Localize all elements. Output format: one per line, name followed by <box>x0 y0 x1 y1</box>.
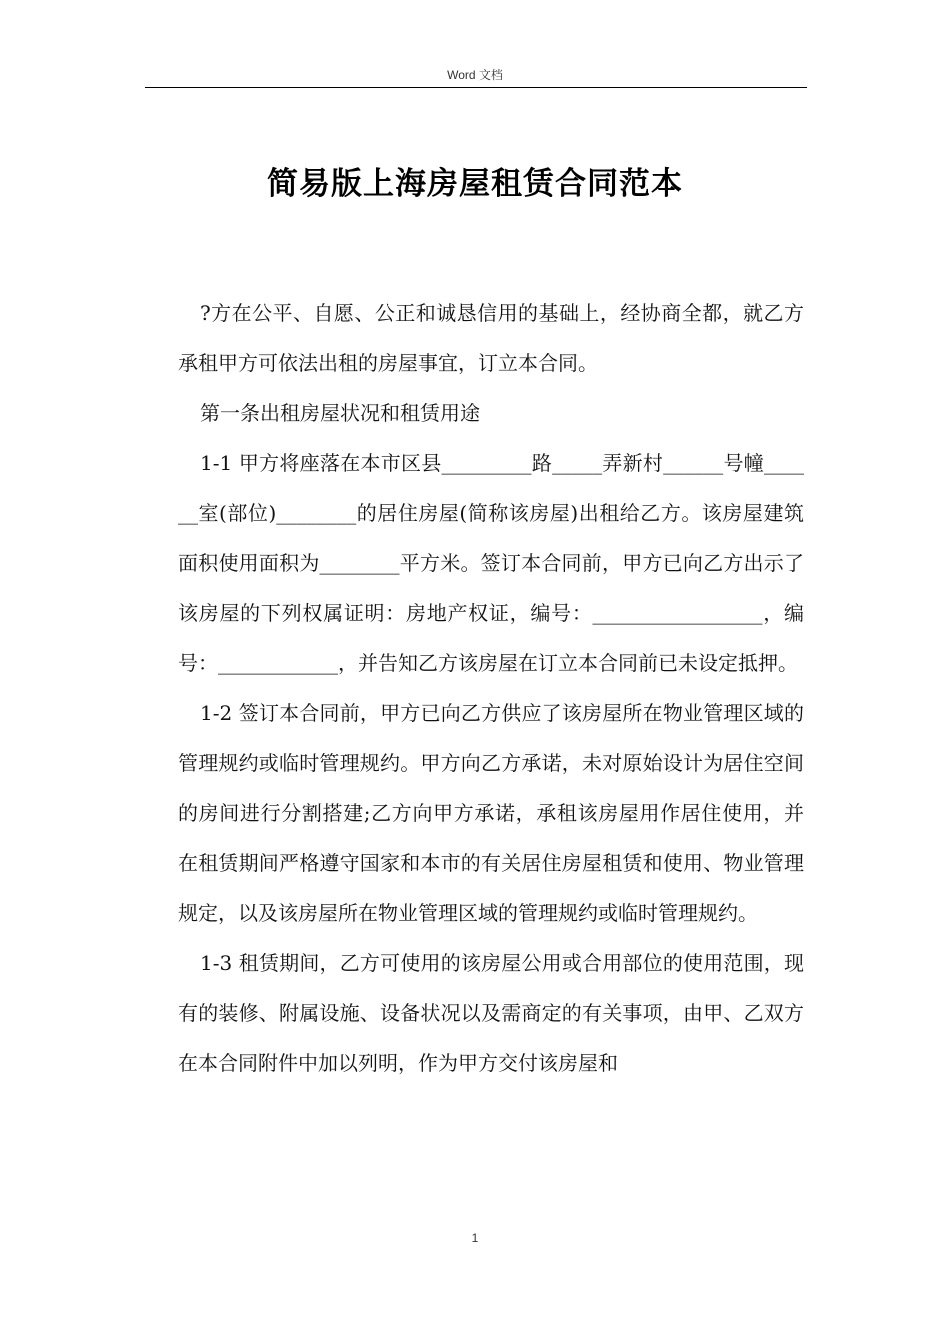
document-body <box>178 288 804 1088</box>
page-header: Word 文档 <box>447 68 503 82</box>
page-number: 1 <box>471 1231 479 1245</box>
document-title: 简易版上海房屋租赁合同范本 <box>267 166 683 202</box>
paragraph-article-1-heading: 第一条出租房屋状况和租赁用途 <box>200 401 480 425</box>
paragraph-clause-1-1: 1-1 甲方将座落在本市区县_________路_____弄新村______号幢______室(部位)________的居住房屋(简称该房屋)出租给乙方。该房屋建筑面积使用面积为________平方米。签订本合同前，甲方已向乙方出示了该房屋的下列权属证明：房地产权证，编号：_________________，编号：____________，并告知乙方该房屋在订立本合同前已未设定抵押。 <box>178 451 804 675</box>
paragraph-clause-1-3: 1-3 租赁期间，乙方可使用的该房屋公用或合用部位的使用范围，现有的装修、附属设施、设备状况以及需商定的有关事项，由甲、乙双方在本合同附件中加以列明，作为甲方交付该房屋和 <box>178 951 804 1075</box>
header-divider <box>145 87 807 88</box>
paragraph-preamble: ?方在公平、自愿、公正和诚恳信用的基础上，经协商全都，就乙方承租甲方可依法出租的房屋事宜，订立本合同。 <box>178 301 804 375</box>
paragraph-clause-1-2: 1-2 签订本合同前，甲方已向乙方供应了该房屋所在物业管理区域的管理规约或临时管理规约。甲方向乙方承诺，未对原始设计为居住空间的房间进行分割搭建;乙方向甲方承诺，承租该房屋用作居住使用，并在租赁期间严格遵守国家和本市的有关居住房屋租赁和使用、物业管理规定，以及该房屋所在物业管理区域的管理规约或临时管理规约。 <box>178 701 804 925</box>
